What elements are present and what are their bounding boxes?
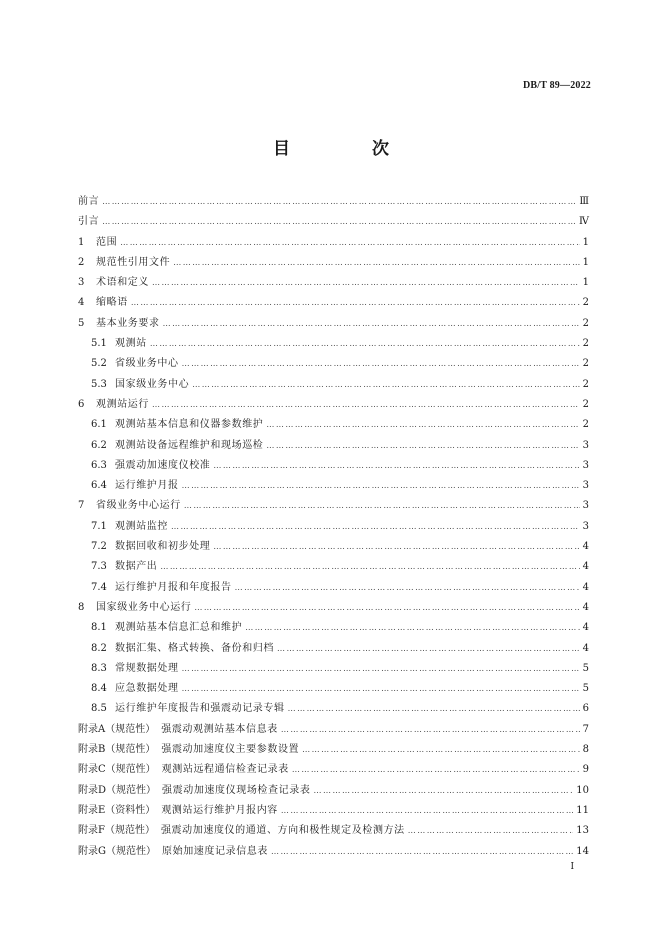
toc-leader-dots [213, 461, 579, 470]
toc-leader-dots [281, 725, 580, 734]
toc-entry-label: 应急数据处理 [115, 683, 179, 695]
toc-entry-label: 强震动观测站基本信息表 [161, 723, 278, 735]
toc-entry-number: 附录D（规范性） [78, 784, 157, 796]
toc-leader-dots [102, 217, 576, 226]
toc-entry-page: 4 [582, 642, 589, 654]
toc-entry-number: 2 [78, 256, 85, 268]
toc-entry-label: 运行维护月报 [115, 480, 179, 492]
toc-entry-page: 8 [582, 744, 589, 756]
toc-entry-page: 2 [582, 338, 589, 350]
toc-leader-dots [292, 765, 580, 774]
toc-entry-page: 7 [582, 723, 589, 735]
toc-entry-label: 观测站运行 [96, 398, 149, 410]
toc-entry-page: 9 [582, 764, 589, 776]
toc-entry-label: 观测站远程通信检查记录表 [161, 764, 289, 776]
toc-entry-label: 前言 [78, 196, 100, 207]
toc-entry[interactable] [78, 293, 589, 313]
toc-entry[interactable] [78, 801, 589, 821]
toc-leader-dots [266, 441, 579, 450]
toc-entry-number: 8.2 [91, 642, 107, 654]
toc-leader-dots [245, 623, 579, 632]
toc-leader-dots [408, 826, 574, 835]
toc-entry[interactable] [78, 699, 589, 719]
toc-entry-number: 6.3 [91, 459, 107, 471]
toc-entry-label: 运行维护年度报告和强震动记录专辑 [115, 703, 285, 715]
toc-entry-page: 2 [582, 297, 589, 309]
toc-entry[interactable] [78, 639, 589, 659]
toc-entry-page: 5 [582, 683, 589, 695]
toc-entry-page: 1 [582, 256, 589, 268]
toc-entry-page: 13 [576, 825, 589, 837]
toc-entry-page: 3 [582, 520, 589, 532]
toc-entry-number: 1 [78, 236, 85, 248]
toc-entry[interactable] [78, 517, 589, 537]
toc-entry-page: 2 [582, 358, 589, 370]
toc-entry-number: 附录C（规范性） [78, 764, 156, 776]
toc-entry[interactable] [78, 415, 589, 435]
toc-entry-number: 7 [78, 500, 85, 512]
toc-entry-number: 8.3 [91, 662, 107, 674]
toc-entry-number: 5.1 [91, 338, 107, 350]
toc-entry-page: 10 [576, 784, 589, 796]
toc-leader-dots [173, 258, 579, 267]
toc-leader-dots [235, 583, 580, 592]
toc-entry[interactable] [78, 273, 589, 293]
toc-entry-label: 观测站监控 [115, 520, 168, 532]
toc-leader-dots [194, 603, 579, 612]
toc-entry-page: Ⅲ [579, 196, 589, 207]
toc-leader-dots [152, 278, 580, 287]
toc-leader-dots [271, 847, 573, 856]
toc-entry-page: 4 [582, 601, 589, 613]
toc-entry[interactable] [78, 842, 589, 862]
toc-entry[interactable] [78, 598, 589, 618]
toc-entry-label: 缩略语 [96, 297, 128, 309]
toc-entry-page: 1 [582, 277, 589, 289]
toc-leader-dots [163, 319, 580, 328]
toc-leader-dots [152, 400, 580, 409]
toc-entry-label: 强震动加速度仪现场检查记录表 [162, 784, 311, 796]
toc-entry-label: 基本业务要求 [96, 317, 160, 329]
toc-leader-dots [288, 704, 580, 713]
table-of-contents [78, 192, 589, 862]
toc-entry[interactable] [78, 354, 589, 374]
toc-entry[interactable] [78, 781, 589, 801]
toc-entry-page: Ⅳ [579, 216, 589, 228]
toc-leader-dots [313, 786, 573, 795]
toc-leader-dots [102, 197, 576, 206]
toc-entry-page: 3 [582, 500, 589, 512]
toc-leader-dots [131, 298, 580, 307]
toc-entry[interactable] [78, 395, 589, 415]
toc-entry[interactable] [78, 334, 589, 354]
toc-entry-number: 8.4 [91, 683, 107, 695]
toc-entry-number: 8.1 [91, 622, 107, 634]
toc-entry[interactable] [78, 436, 589, 456]
toc-entry-label: 强震动加速度仪校准 [115, 459, 211, 471]
toc-leader-dots [150, 339, 580, 348]
toc-entry[interactable] [78, 192, 589, 212]
toc-entry-page: 3 [582, 480, 589, 492]
toc-entry[interactable] [78, 618, 589, 638]
toc-entry-page: 4 [582, 561, 589, 573]
footer-page-number: I [570, 862, 574, 872]
toc-entry-page: 2 [582, 317, 589, 329]
toc-entry-number: 8 [78, 601, 85, 613]
toc-entry[interactable] [78, 578, 589, 598]
toc-leader-dots [171, 522, 580, 531]
toc-entry-page: 6 [582, 703, 589, 715]
toc-entry[interactable] [78, 375, 589, 395]
toc-entry[interactable] [78, 659, 589, 679]
toc-entry-label: 省级业务中心 [115, 358, 179, 370]
toc-leader-dots [182, 684, 580, 693]
toc-entry-label: 术语和定义 [96, 277, 149, 289]
toc-entry-page: 2 [582, 419, 589, 431]
toc-entry-number: 5.2 [91, 358, 107, 370]
toc-entry[interactable] [78, 253, 589, 273]
toc-entry-number: 7.2 [91, 541, 107, 553]
toc-entry-page: 4 [582, 581, 589, 593]
toc-entry[interactable] [78, 821, 589, 841]
toc-entry-number: 7.1 [91, 520, 107, 532]
toc-leader-dots [184, 501, 580, 510]
toc-entry-number: 附录E（资料性） [78, 804, 156, 816]
toc-entry-label: 常规数据处理 [115, 662, 179, 674]
toc-entry-number: 5.3 [91, 378, 107, 390]
toc-entry-number: 8.5 [91, 703, 107, 715]
page-title: 目 次 [273, 139, 427, 159]
toc-entry-page: 11 [576, 804, 589, 816]
toc-entry-number: 3 [78, 277, 85, 289]
toc-leader-dots [160, 562, 579, 571]
toc-entry[interactable] [78, 740, 589, 760]
toc-entry-page: 2 [582, 398, 589, 410]
toc-entry-label: 观测站运行维护月报内容 [161, 804, 278, 816]
toc-entry-page: 3 [582, 459, 589, 471]
toc-entry[interactable] [78, 496, 589, 516]
toc-entry-page: 1 [582, 236, 589, 248]
toc-leader-dots [182, 664, 580, 673]
toc-entry-number: 7.4 [91, 581, 107, 593]
toc-entry-number: 6.2 [91, 439, 107, 451]
toc-entry[interactable] [78, 557, 589, 577]
toc-entry-label: 观测站 [115, 338, 147, 350]
toc-entry-label: 省级业务中心运行 [96, 500, 181, 512]
toc-entry-number: 5 [78, 317, 85, 329]
toc-entry-label: 国家级业务中心运行 [96, 601, 192, 613]
toc-entry[interactable] [78, 679, 589, 699]
toc-leader-dots [120, 238, 579, 247]
toc-entry[interactable] [78, 212, 589, 232]
toc-entry[interactable] [78, 476, 589, 496]
toc-entry-page: 5 [582, 662, 589, 674]
toc-entry-label: 数据汇集、格式转换、备份和归档 [115, 642, 274, 654]
toc-entry-number: 附录B（规范性） [78, 744, 156, 756]
toc-entry-label: 规范性引用文件 [96, 256, 171, 268]
toc-entry-label: 范围 [96, 236, 118, 248]
toc-entry-number: 附录F（规范性） [78, 825, 155, 837]
toc-entry-number: 6.4 [91, 480, 107, 492]
toc-entry[interactable] [78, 456, 589, 476]
toc-entry[interactable] [78, 537, 589, 557]
toc-entry-page: 2 [582, 378, 589, 390]
toc-entry-label: 数据回收和初步处理 [115, 541, 211, 553]
toc-entry-label: 国家级业务中心 [115, 378, 190, 390]
toc-leader-dots [266, 420, 579, 429]
toc-entry-page: 3 [582, 439, 589, 451]
toc-leader-dots [192, 380, 579, 389]
toc-entry-number: 7.3 [91, 561, 107, 573]
toc-entry-label: 观测站基本信息和仪器参数维护 [115, 419, 264, 431]
toc-entry-label: 引言 [78, 216, 100, 228]
toc-entry[interactable] [78, 760, 589, 780]
toc-entry-label: 强震动加速度仪主要参数设置 [161, 744, 300, 756]
toc-entry-label: 观测站基本信息汇总和维护 [115, 622, 243, 634]
toc-leader-dots [277, 644, 580, 653]
toc-entry-label: 原始加速度记录信息表 [162, 845, 268, 857]
toc-entry[interactable] [78, 720, 589, 740]
toc-entry-number: 6 [78, 398, 85, 410]
toc-entry-page: 14 [576, 845, 589, 857]
toc-entry-number: 附录G（规范性） [78, 845, 156, 857]
toc-entry-number: 4 [78, 297, 85, 309]
toc-entry-number: 附录A（规范性） [78, 723, 156, 735]
toc-entry-number: 6.1 [91, 419, 107, 431]
toc-entry-label: 运行维护月报和年度报告 [115, 581, 232, 593]
toc-leader-dots [182, 481, 580, 490]
toc-entry-label: 数据产出 [115, 561, 158, 573]
toc-leader-dots [281, 806, 573, 815]
standard-code: DB/T 89—2022 [522, 80, 591, 91]
toc-entry-page: 4 [582, 541, 589, 553]
toc-entry[interactable] [78, 233, 589, 253]
toc-entry-label: 观测站设备远程维护和现场巡检 [115, 439, 264, 451]
toc-leader-dots [213, 542, 579, 551]
toc-entry-page: 4 [582, 622, 589, 634]
toc-leader-dots [182, 359, 580, 368]
toc-entry[interactable] [78, 314, 589, 334]
toc-leader-dots [302, 745, 579, 754]
toc-entry-label: 强震动加速度仪的通道、方向和极性规定及检测方法 [160, 825, 405, 837]
